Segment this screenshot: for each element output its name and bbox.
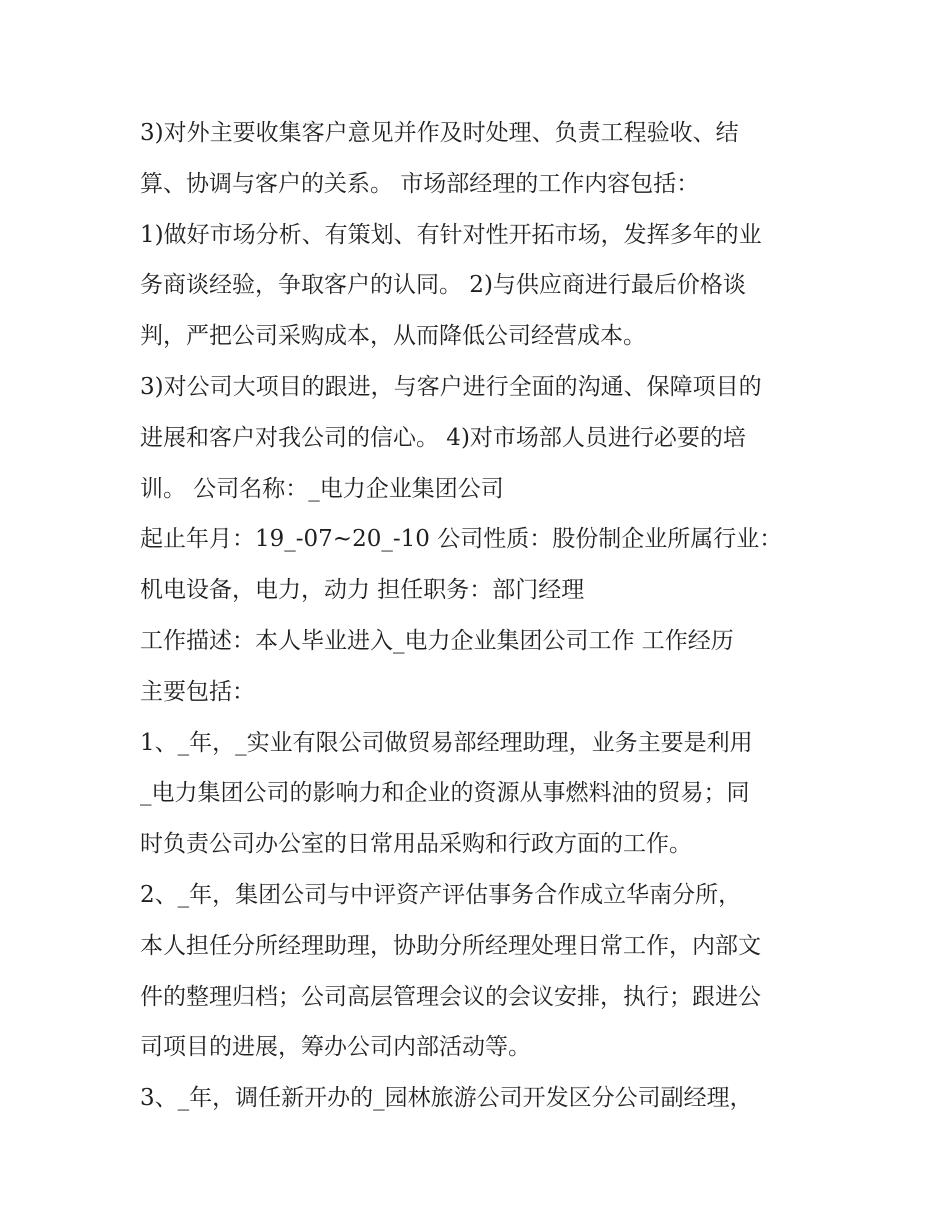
document-body	[140, 108, 820, 1124]
text-line: 训。 公司名称：_电力企业集团公司	[140, 475, 504, 502]
text-line: 1、_年，_实业有限公司做贸易部经理助理，业务主要是利用	[140, 729, 753, 756]
text-line: 务商谈经验，争取客户的认同。 2)与供应商进行最后价格谈	[140, 272, 746, 299]
text-line: 1)做好市场分析、有策划、有针对性开拓市场，发挥多年的业	[140, 221, 762, 248]
text-line: 时负责公司办公室的日常用品采购和行政方面的工作。	[140, 831, 692, 858]
text-line: 机电设备，电力，动力 担任职务：部门经理	[140, 577, 585, 604]
text-line: 进展和客户对我公司的信心。 4)对市场部人员进行必要的培	[140, 424, 746, 451]
text-line: 工作描述：本人毕业进入_电力企业集团公司工作 工作经历	[140, 627, 734, 654]
text-line: 起止年月：19_-07~20_-10 公司性质：股份制企业所属行业：	[140, 526, 783, 553]
text-line: 3)对公司大项目的跟进，与客户进行全面的沟通、保障项目的	[140, 373, 762, 400]
text-line: _电力集团公司的影响力和企业的资源从事燃料油的贸易；同	[140, 780, 750, 807]
text-line: 3、_年，调任新开办的_园林旅游公司开发区分公司副经理，	[140, 1085, 753, 1112]
text-line: 3)对外主要收集客户意见并作及时处理、负责工程验收、结	[140, 120, 739, 146]
text-line: 本人担任分所经理助理，协助分所经理处理日常工作，内部文	[140, 932, 761, 959]
text-line: 件的整理归档；公司高层管理会议的会议安排，执行；跟进公	[140, 983, 761, 1010]
text-line: 主要包括：	[140, 678, 255, 705]
text-line: 算、协调与客户的关系。 市场部经理的工作内容包括：	[140, 170, 700, 197]
text-line: 2、_年，集团公司与中评资产评估事务合作成立华南分所，	[140, 881, 742, 908]
text-line: 判，严把公司采购成本，从而降低公司经营成本。	[140, 323, 646, 350]
text-line: 司项目的进展，筹办公司内部活动等。	[140, 1034, 531, 1061]
